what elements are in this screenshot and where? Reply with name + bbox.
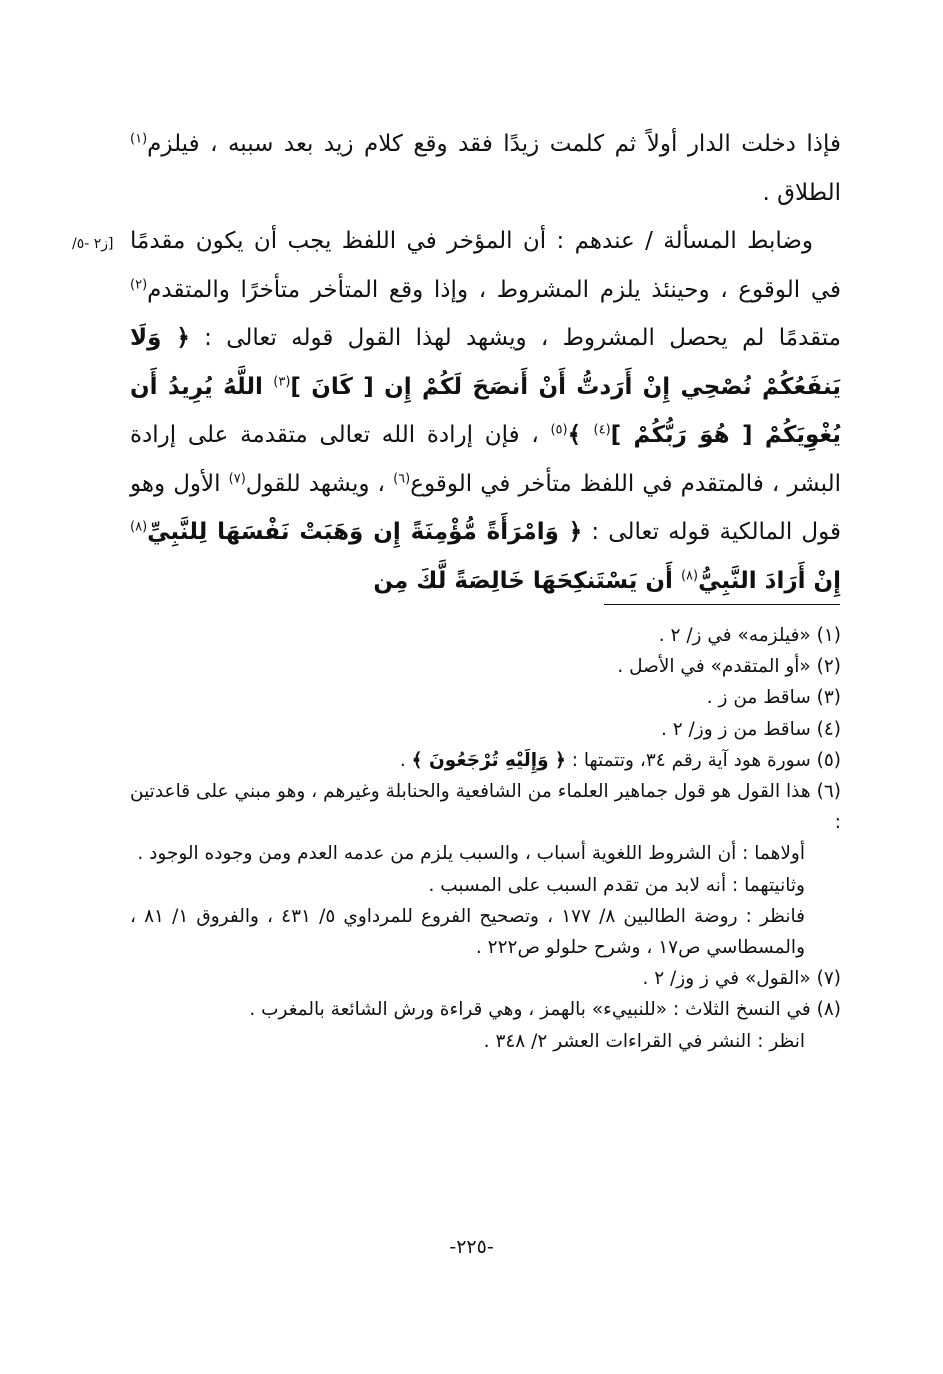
footnote-text: (١) «فيلزمه» في ز/ ٢ . [658,625,841,646]
footnote-5 [130,745,841,776]
footnote-6 [130,776,841,838]
footnote-marker[interactable]: (١) [130,131,148,147]
footnote-marker[interactable]: (٧) [228,470,246,486]
footnote-6-continuation [130,838,841,869]
footnotes [130,620,841,1057]
footnote-text: وثانيتهما : أنه لابد من تقدم السبب على المسبب . [428,874,805,896]
footnote-text: (٣) ساقط من ز . [706,687,841,709]
footnote-marker[interactable]: (٥) [550,422,568,438]
footnote-text: . [399,749,412,771]
footnote-4 [130,714,841,745]
text-run: فإذا دخلت الدار أولاً ثم كلمت زيدًا فقد وقع كلام زيد بعد سببه ، فيلزم [147,131,841,157]
footnote-separator [604,604,840,605]
quran-verse: ﴿ وَإِلَيْهِ تُرْجَعُونَ ﴾ [411,749,566,771]
quran-verse: أَن يَسْتَنكِحَهَا خَالِصَةً لَّكَ مِن [373,567,681,594]
footnote-8 [130,994,841,1025]
footnote-text: (٧) «القول» في ز وز/ ٢ . [642,968,841,990]
text-run: وضابط المسألة / عندهم : أن المؤخر في اللفظ يجب أن يكون مقدمًا في الوقوع ، وحينئذ يلزم المشروط ، وإذا وقع المتأخر متأخرًا والمتقدم [130,228,841,303]
footnote-marker[interactable]: (٣) [273,373,291,389]
footnote-text: (٨) في النسخ الثلاث : «للنبييء» بالهمز ، وهي قراءة ورش الشائعة بالمغرب . [249,999,841,1021]
quran-verse: ﴿ وَامْرَأَةً مُّؤْمِنَةً إِن وَهَبَتْ نَفْسَهَا لِلنَّبِيِّ [147,519,583,545]
quran-verse: اللَّهُ يُرِيدُ أَن يُغْوِيَكُمْ [ هُوَ رَبُّكُمْ ] [130,373,842,448]
manuscript-margin-reference: [ز٢ -٥/ [72,236,114,252]
page-number: -٢٢٥- [449,1236,494,1258]
footnote-text: (٦) هذا القول هو قول جماهير العلماء من الشافعية والحنابلة وغيرهم ، وهو مبني على قاعدتين : [130,781,841,834]
footnote-7 [130,963,841,994]
footnote-6-continuation [130,870,841,901]
footnote-text: فانظر : روضة الطالبين ٨/ ١٧٧ ، وتصحيح الفروع للمرداوي ٥/ ٤٣١ ، والفروق ١/ ٨١ ، والمسطاسي ص١٧ ، وشرح حلولو ص٢٢٢ . [130,905,805,959]
quran-verse: ﴿ وَلَا يَنفَعُكُمْ نُصْحِي إِنْ أَرَدتُّ أَنْ أَنصَحَ لَكُمْ إِن [ كَانَ ] [130,325,841,400]
text-run: الطلاق . [762,179,841,206]
footnote-marker[interactable]: (٦) [393,470,411,486]
footnote-marker[interactable]: (٨) [130,519,148,535]
text-run: متقدمًا لم يحصل المشروط ، ويشهد لهذا القول قوله تعالى : [189,325,841,351]
footnote-8-reference [130,1026,841,1057]
quran-verse: ﴾ [567,422,594,448]
paragraph-2 [130,217,841,605]
footnote-marker[interactable]: (٢) [130,276,148,292]
footnote-text: أولاهما : أن الشروط اللغوية أسباب ، والسبب يلزم من عدمه العدم ومن وجوده الوجود . [137,843,805,865]
footnote-marker[interactable]: (٤) [593,422,611,438]
footnote-text: (٢) «أو المتقدم» في الأصل . [617,656,841,678]
footnote-text: انظر : النشر في القراءات العشر ٢/ ٣٤٨ . [483,1030,805,1052]
paragraph-1 [130,120,841,217]
footnote-3 [130,682,841,713]
quran-verse: إِنْ أَرَادَ النَّبِيُّ [698,567,841,594]
footnote-2 [130,651,841,682]
text-run: ، ويشهد للقول [245,470,394,497]
footnote-1 [130,620,841,651]
text-run: الأول وهو قول المالكية قوله تعالى : [130,470,841,545]
footnote-6-references [130,901,841,963]
footnote-text: (٤) ساقط من ز وز/ ٢ . [660,718,841,740]
main-text [130,120,841,605]
footnote-marker[interactable]: (٨) [680,567,699,583]
text-run: ، فإن إرادة الله تعالى متقدمة على إرادة البشر ، فالمتقدم في اللفظ متأخر في الوقوع [130,422,841,497]
footnote-text: (٥) سورة هود آية رقم ٣٤، وتتمتها : [565,749,841,771]
